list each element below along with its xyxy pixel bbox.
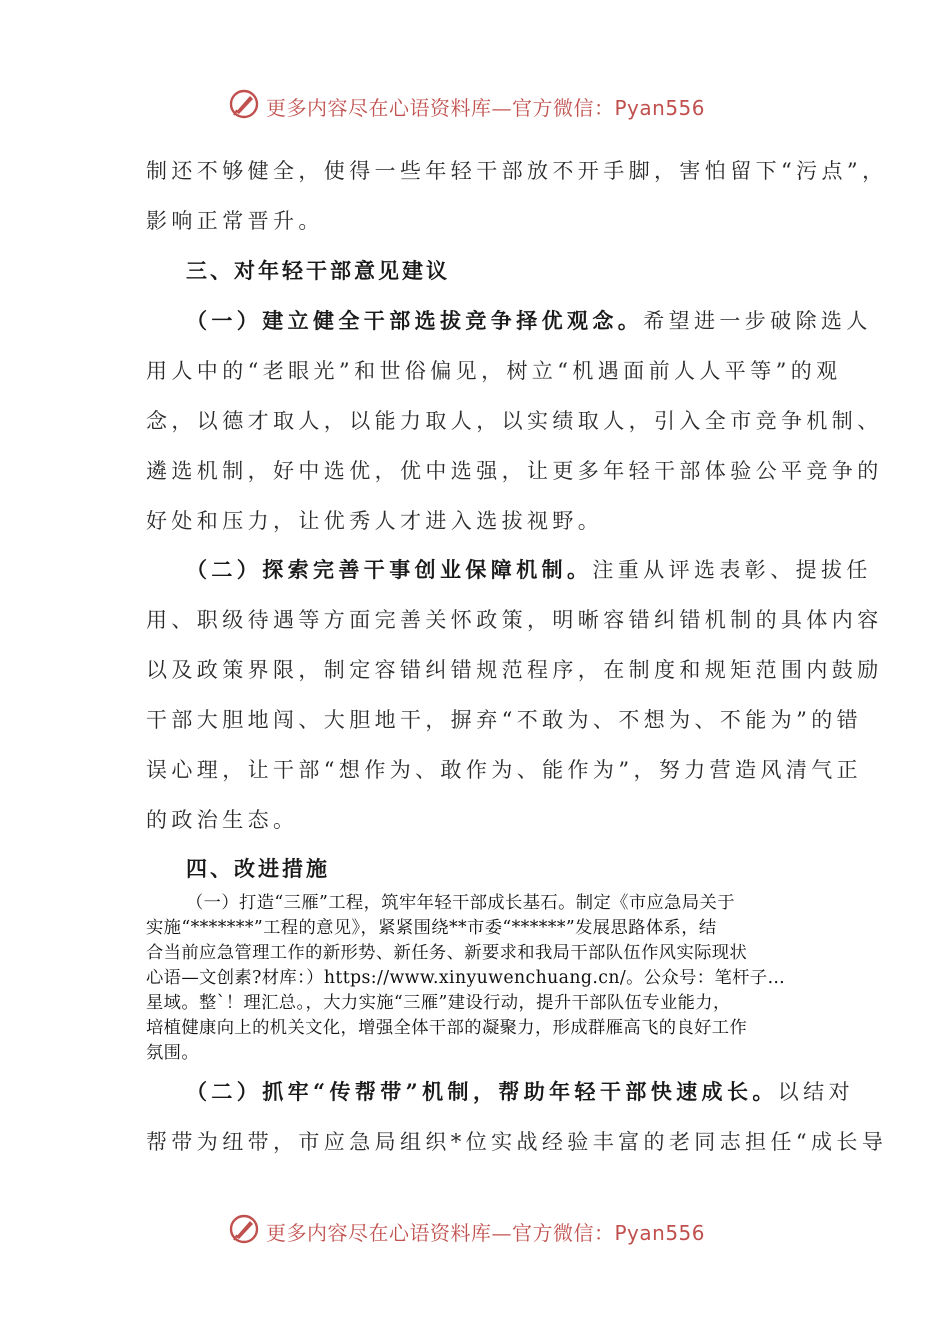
dense-text-line: 培植健康向上的机关文化，增强全体干部的凝聚力，形成群雁高飞的良好工作 xyxy=(146,1018,748,1038)
text-line: 的政治生态。 xyxy=(146,808,299,832)
paragraph-first-line: （二）抓牢“传帮带”机制，帮助年轻干部快速成长。以结对 xyxy=(186,1079,854,1104)
footer-banner xyxy=(0,1211,950,1251)
paragraph-first-line: （一）建立健全干部选拔竞争择优观念。希望进一步破除选人 xyxy=(186,308,872,333)
quill-logo-icon xyxy=(228,1213,260,1245)
quill-logo-icon xyxy=(228,88,260,120)
dense-text-line: 实施“*******”工程的意见》，紧紧围绕**市委“******”发展思路体系，结 xyxy=(146,918,717,938)
subsection-title: （二）探索完善干事创业保障机制。 xyxy=(186,557,593,582)
section-heading-4: 四、改进措施 xyxy=(186,856,330,881)
text-line: 用、职级待遇等方面完善关怀政策，明晰容错纠错机制的具体内容 xyxy=(146,608,883,632)
text-line: 误心理，让干部“想作为、敢作为、能作为”，努力营造风清气正 xyxy=(146,758,863,782)
subsection-title: （二）抓牢“传帮带”机制，帮助年轻干部快速成长。 xyxy=(186,1079,778,1104)
text-line: 好处和压力，让优秀人才进入选拔视野。 xyxy=(146,509,604,533)
text-line: 制还不够健全，使得一些年轻干部放不开手脚，害怕留下“污点”， xyxy=(146,159,888,183)
dense-text-line: （一）打造“三雁”工程，筑牢年轻干部成长基石。制定《市应急局关于 xyxy=(186,893,735,913)
header-banner xyxy=(0,86,950,126)
text-line: 念，以德才取人，以能力取人，以实绩取人，引入全市竞争机制、 xyxy=(146,409,883,433)
dense-text-line: 心语—文创素?材库：）https://www.xinyuwenchuang.cn/。公众号：笔杆子… xyxy=(146,968,786,988)
dense-text-line: 星域。整`！理汇总。，大力实施“三雁”建设行动，提升干部队伍专业能力， xyxy=(146,993,731,1013)
dense-text-line: 合当前应急管理工作的新形势、新任务、新要求和我局干部队伍作风实际现状 xyxy=(146,943,748,963)
banner-text: 更多内容尽在心语资料库—官方微信：Pyan556 xyxy=(266,1221,706,1245)
text-line: 遴选机制，好中选优，优中选强，让更多年轻干部体验公平竞争的 xyxy=(146,459,883,483)
text-line: 帮带为纽带，市应急局组织*位实战经验丰富的老同志担任“成长导 xyxy=(146,1130,888,1154)
text-line: 以及政策界限，制定容错纠错规范程序，在制度和规矩范围内鼓励 xyxy=(146,658,883,682)
text-line: 影响正常晋升。 xyxy=(146,209,324,233)
section-heading-3: 三、对年轻干部意见建议 xyxy=(186,258,450,283)
banner-text: 更多内容尽在心语资料库—官方微信：Pyan556 xyxy=(266,96,706,120)
text-line: 干部大胆地闯、大胆地干，摒弃“不敢为、不想为、不能为”的错 xyxy=(146,708,863,732)
subsection-title: （一）建立健全干部选拔竞争择优观念。 xyxy=(186,308,644,333)
paragraph-first-line: （二）探索完善干事创业保障机制。注重从评选表彰、提拔任 xyxy=(186,557,872,582)
dense-text-line: 氛围。 xyxy=(146,1043,200,1063)
text-line: 用人中的“老眼光”和世俗偏见，树立“机遇面前人人平等”的观 xyxy=(146,359,842,383)
